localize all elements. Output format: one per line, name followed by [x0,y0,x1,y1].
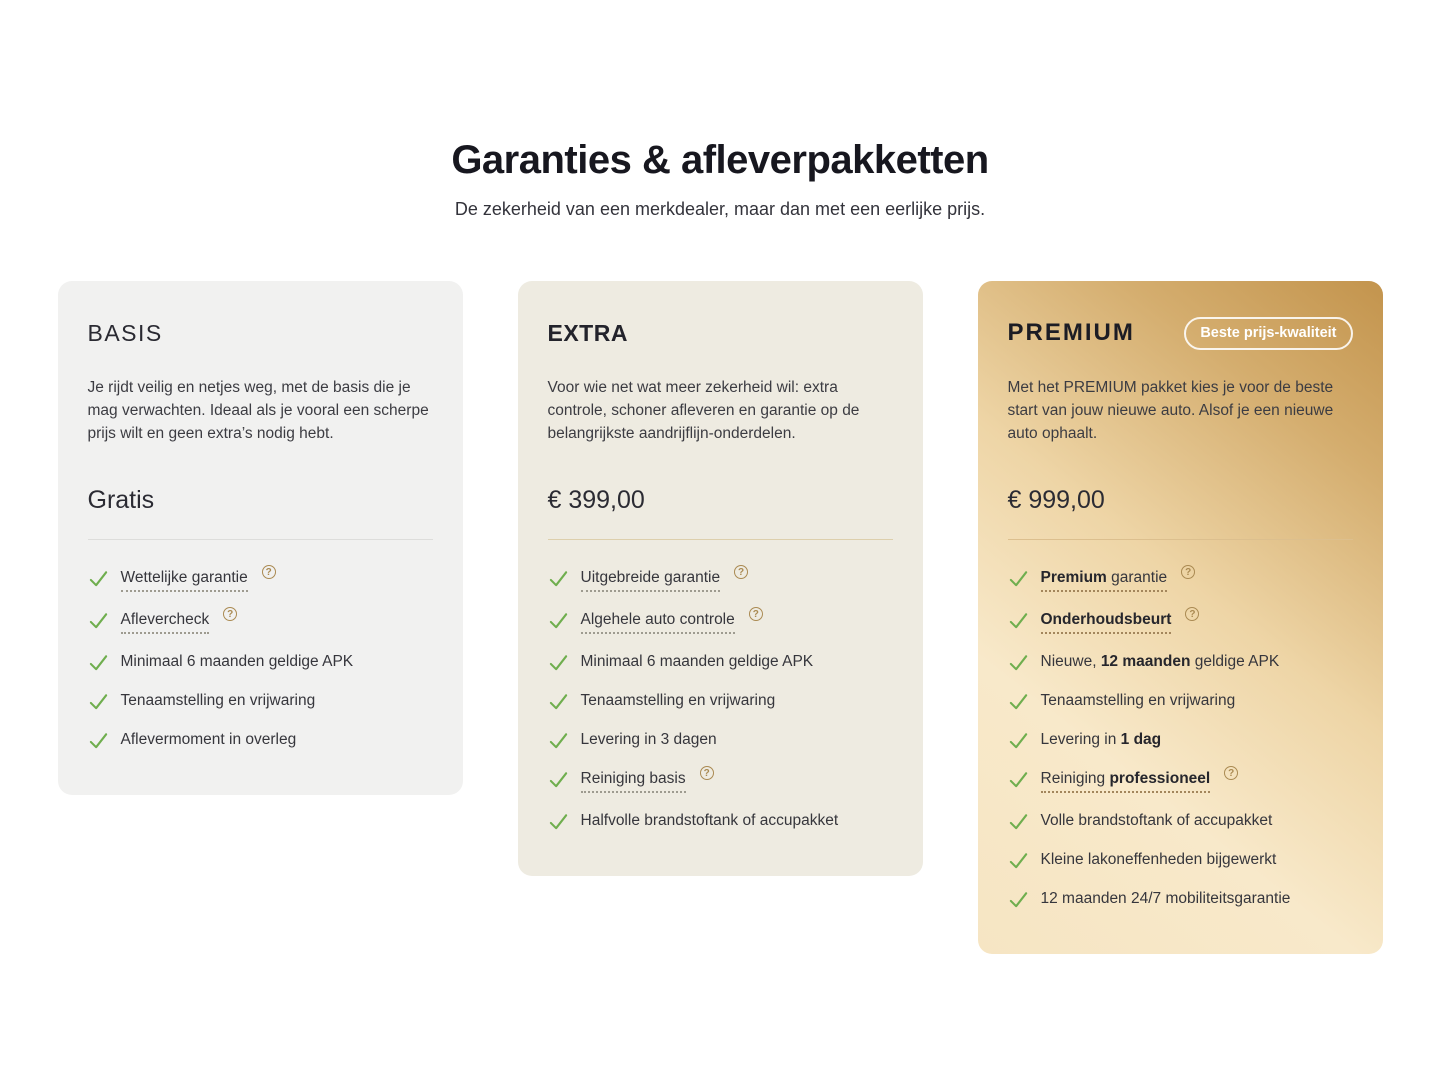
check-icon [1008,769,1029,790]
help-icon[interactable]: ? [223,607,237,621]
divider [548,539,893,540]
check-icon [548,652,569,673]
check-icon [1008,850,1029,871]
check-icon [1008,568,1029,589]
help-icon[interactable]: ? [262,565,276,579]
feature-item [1008,730,1353,751]
check-icon [1008,610,1029,631]
feature-label: Minimaal 6 maanden geldige APK [120,653,354,671]
check-icon [1008,691,1029,712]
check-icon [548,691,569,712]
feature-label: Tenaamstelling en vrijwaring [580,692,776,710]
feature-label: Halfvolle brandstoftank of accupakket [580,812,839,830]
package-description: Met het PREMIUM pakket kies je voor de beste start van jouw nieuwe auto. Alsof je een nieuwe auto ophaalt. [1007,379,1334,442]
feature-item [1008,652,1353,673]
package-card-basis [58,281,463,795]
check-icon [548,730,569,751]
package-name: PREMIUM [1007,319,1135,346]
page-subtitle: De zekerheid van een merkdealer, maar dan met een eerlijke prijs. [454,199,986,219]
feature-label: Minimaal 6 maanden geldige APK [580,653,814,671]
check-icon [1008,811,1029,832]
feature-label: 12 maanden 24/7 mobiliteitsgarantie [1040,890,1291,908]
feature-label[interactable]: Reiniging basis [581,769,686,793]
help-icon[interactable]: ? [1181,565,1195,579]
package-name: EXTRA [547,319,628,346]
check-icon [548,568,569,589]
feature-label: Tenaamstelling en vrijwaring [120,692,316,710]
feature-item [548,769,893,793]
check-icon [88,730,109,751]
feature-label: Levering in 1 dag [1040,731,1162,749]
page-header [0,0,1440,220]
check-icon [88,568,109,589]
feature-label: Tenaamstelling en vrijwaring [1040,692,1236,710]
feature-label[interactable]: Onderhoudsbeurt [1041,610,1172,634]
feature-item [1008,811,1353,832]
package-name: BASIS [87,319,163,346]
feature-list [548,568,893,832]
check-icon [1008,652,1029,673]
feature-item [88,730,433,751]
check-icon [548,811,569,832]
feature-item [548,652,893,673]
divider [88,539,433,540]
help-icon[interactable]: ? [734,565,748,579]
check-icon [548,769,569,790]
feature-item [1008,568,1353,592]
feature-item [1008,610,1353,634]
package-price: € 399,00 [547,486,645,514]
card-header [548,315,893,351]
feature-list [1008,568,1353,910]
feature-label[interactable]: Premium garantie [1041,568,1168,592]
divider [1008,539,1353,540]
package-card-premium [978,281,1383,954]
feature-list [88,568,433,751]
feature-item [548,811,893,832]
feature-label[interactable]: Algehele auto controle [581,610,735,634]
feature-label: Volle brandstoftank of accupakket [1040,812,1273,830]
feature-label[interactable]: Wettelijke garantie [121,568,248,592]
feature-item [88,652,433,673]
feature-item [88,568,433,592]
package-card-extra [518,281,923,876]
feature-label: Aflevermoment in overleg [120,731,297,749]
page-title: Garanties & afleverpakketten [451,138,989,182]
feature-item [88,610,433,634]
feature-item [548,730,893,751]
feature-label: Levering in 3 dagen [580,731,717,749]
help-icon[interactable]: ? [749,607,763,621]
check-icon [1008,730,1029,751]
feature-item [548,691,893,712]
check-icon [1008,889,1029,910]
help-icon[interactable]: ? [1224,766,1238,780]
feature-label[interactable]: Aflevercheck [121,610,210,634]
package-price: Gratis [87,486,155,514]
help-icon[interactable]: ? [700,766,714,780]
feature-label: Nieuwe, 12 maanden geldige APK [1040,653,1280,671]
help-icon[interactable]: ? [1185,607,1199,621]
package-price: € 999,00 [1007,486,1105,514]
card-header [88,315,433,351]
card-header [1008,315,1353,351]
package-description: Je rijdt veilig en netjes weg, met de basis die je mag verwachten. Ideaal als je vooral een scherpe prijs wilt en geen extra’s nodig hebt. [87,379,429,442]
feature-label: Kleine lakoneffenheden bijgewerkt [1040,851,1277,869]
check-icon [88,610,109,631]
package-cards [0,281,1440,1034]
feature-item [548,610,893,634]
check-icon [548,610,569,631]
feature-item [1008,769,1353,793]
check-icon [88,691,109,712]
feature-item [1008,691,1353,712]
feature-item [548,568,893,592]
best-value-badge: Beste prijs-kwaliteit [1184,317,1352,350]
feature-label[interactable]: Reiniging professioneel [1041,769,1211,793]
feature-item [1008,889,1353,910]
feature-label[interactable]: Uitgebreide garantie [581,568,721,592]
feature-item [1008,850,1353,871]
package-description: Voor wie net wat meer zekerheid wil: extra controle, schoner afleveren en garantie op de belangrijkste aandrijflijn-onderdelen. [547,379,860,442]
check-icon [88,652,109,673]
feature-item [88,691,433,712]
